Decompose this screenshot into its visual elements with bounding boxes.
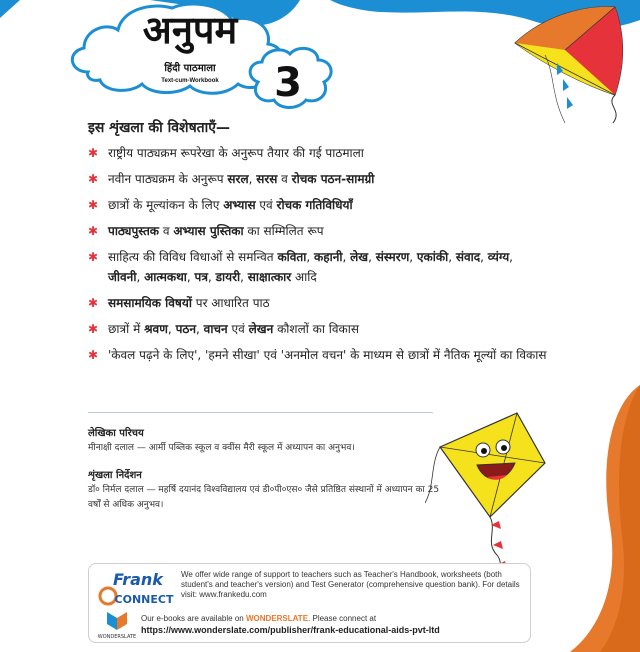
feature-text: सरस <box>256 172 278 186</box>
features-list <box>88 143 548 365</box>
feature-text: जीवनी <box>108 270 137 284</box>
frank-connect-description: We offer wide range of support to teachers such as Teacher's Handbook, worksheets (both student's and teacher's version) and Test Generator (comprehensive question bank). For details visit: www.frankedu.com <box>181 570 520 599</box>
feature-text: लेख <box>350 250 369 264</box>
book-subtitle: हिंदी पाठमाला <box>164 63 216 74</box>
book-subtitle-english: Text-cum-Workbook <box>161 78 219 84</box>
feature-text: कविता <box>277 250 307 264</box>
ws-text-pre: Our e-books are available on <box>141 614 246 623</box>
feature-text: एवं <box>255 198 277 212</box>
feature-text: आदि <box>291 270 317 284</box>
feature-text: संस्मरण <box>375 250 410 264</box>
orange-side-decoration <box>560 385 640 652</box>
feature-item <box>88 221 548 241</box>
book-number: 3 <box>274 60 302 106</box>
feature-text: छात्रों के मूल्यांकन के लिए <box>108 198 224 212</box>
bullet-icon: ✱ <box>88 224 99 238</box>
feature-text: , <box>448 250 456 264</box>
feature-text: पर आधारित पाठ <box>191 296 270 310</box>
feature-text: , <box>342 250 351 264</box>
series-guide-heading: शृंखला निर्देशन <box>88 470 142 481</box>
feature-text: वाचन <box>203 322 228 336</box>
ws-text-brand: WONDERSLATE <box>245 614 309 623</box>
feature-text: डायरी <box>215 270 241 284</box>
feature-text: सरल <box>227 172 249 186</box>
feature-text: 'केवल पढ़ने के लिए', 'हमने सीखा' एवं 'अनमोल वचन' के माध्यम से छात्रों में नैतिक मूल्यों का विकास <box>108 348 547 362</box>
bullet-icon: ✱ <box>88 250 99 264</box>
feature-item <box>88 143 548 163</box>
feature-text: अभ्यास पुस्तिका <box>173 224 244 238</box>
feature-text: का सम्मिलित रूप <box>243 224 324 238</box>
ws-text-post: . Please connect at <box>308 614 377 623</box>
feature-text: व <box>277 172 292 186</box>
feature-text: कहानी <box>314 250 343 264</box>
feature-text: , <box>167 322 176 336</box>
feature-text: संवाद <box>455 250 481 264</box>
feature-text: पाठ्यपुस्तक <box>108 224 160 238</box>
frank-connect-logo <box>94 568 182 608</box>
feature-text: व्यंग्य <box>487 250 510 264</box>
kite-illustration-top <box>505 5 640 125</box>
feature-text: नवीन पाठ्यक्रम के अनुरूप <box>108 172 228 186</box>
feature-text: , <box>240 270 248 284</box>
bullet-icon: ✱ <box>88 172 99 186</box>
wonderslate-url[interactable]: https://www.wonderslate.com/publisher/frank-educational-aids-pvt-ltd <box>141 625 440 635</box>
feature-text: समसामयिक विषयों <box>108 296 192 310</box>
feature-item <box>88 247 548 287</box>
feature-text: साहित्य की विविध विधाओं से समन्वित <box>108 250 278 264</box>
author-section <box>88 426 448 456</box>
feature-text: , <box>409 250 417 264</box>
book-title: अनुपम <box>142 7 238 52</box>
connect-brand-text: CONNECT <box>114 593 174 606</box>
feature-text: व <box>159 224 174 238</box>
smiling-kite-illustration <box>425 405 560 585</box>
feature-item <box>88 293 548 313</box>
feature-text: , <box>509 250 513 264</box>
feature-text: , <box>196 322 204 336</box>
features-heading: इस शृंखला की विशेषताएँ— <box>88 120 231 136</box>
feature-item <box>88 319 548 339</box>
wonderslate-line <box>141 614 376 623</box>
feature-text: रोचक गतिविधियाँ <box>276 198 353 212</box>
feature-text: एकांकी <box>416 250 449 264</box>
feature-text: लेखन <box>248 322 274 336</box>
frank-brand-text: Frank <box>113 570 163 589</box>
bullet-icon: ✱ <box>88 296 99 310</box>
author-heading: लेखिका परिचय <box>88 428 144 439</box>
section-divider <box>88 412 433 413</box>
feature-text: कौशलों का विकास <box>273 322 359 336</box>
wonderslate-logo <box>95 610 139 640</box>
feature-text: अभ्यास <box>223 198 256 212</box>
feature-text: आत्मकथा <box>144 270 187 284</box>
feature-item <box>88 345 548 365</box>
bullet-icon: ✱ <box>88 198 99 212</box>
bullet-icon: ✱ <box>88 322 99 336</box>
feature-item <box>88 195 548 215</box>
feature-text: , <box>368 250 376 264</box>
bullet-icon: ✱ <box>88 146 99 160</box>
promo-box <box>88 563 531 643</box>
feature-text: पठन <box>175 322 197 336</box>
feature-text: , <box>306 250 315 264</box>
feature-text: , <box>480 250 488 264</box>
feature-text: श्रवण <box>144 322 168 336</box>
feature-text: , <box>208 270 216 284</box>
series-guide-text: डॉ० निर्मल दलाल — महर्षि दयानंद विश्वविद्यालय एवं डी०पी०एस० जैसे प्रतिष्ठित संस्थानों में अध्यापन का 25 वर्षों से अधिक अनुभव। <box>88 485 440 510</box>
feature-text: छात्रों में <box>108 322 145 336</box>
series-guide-section <box>88 468 448 513</box>
feature-text: एवं <box>227 322 249 336</box>
wonderslate-brand-text: WONDERSLATE <box>97 634 137 640</box>
feature-text: साक्षात्कार <box>247 270 292 284</box>
feature-text: राष्ट्रीय पाठ्यक्रम रूपरेखा के अनुरूप तैयार की गई पाठमाला <box>108 146 364 160</box>
author-text: मीनाक्षी दलाल — आर्मी पब्लिक स्कूल व क्वींस मैरी स्कूल में अध्यापन का अनुभव। <box>88 443 355 453</box>
features-section <box>88 118 548 371</box>
bullet-icon: ✱ <box>88 348 99 362</box>
feature-text: पत्र <box>194 270 208 284</box>
feature-text: रोचक पठन-सामग्री <box>291 172 375 186</box>
feature-text: , <box>186 270 195 284</box>
feature-text: , <box>136 270 145 284</box>
feature-text: , <box>248 172 257 186</box>
feature-item <box>88 169 548 189</box>
